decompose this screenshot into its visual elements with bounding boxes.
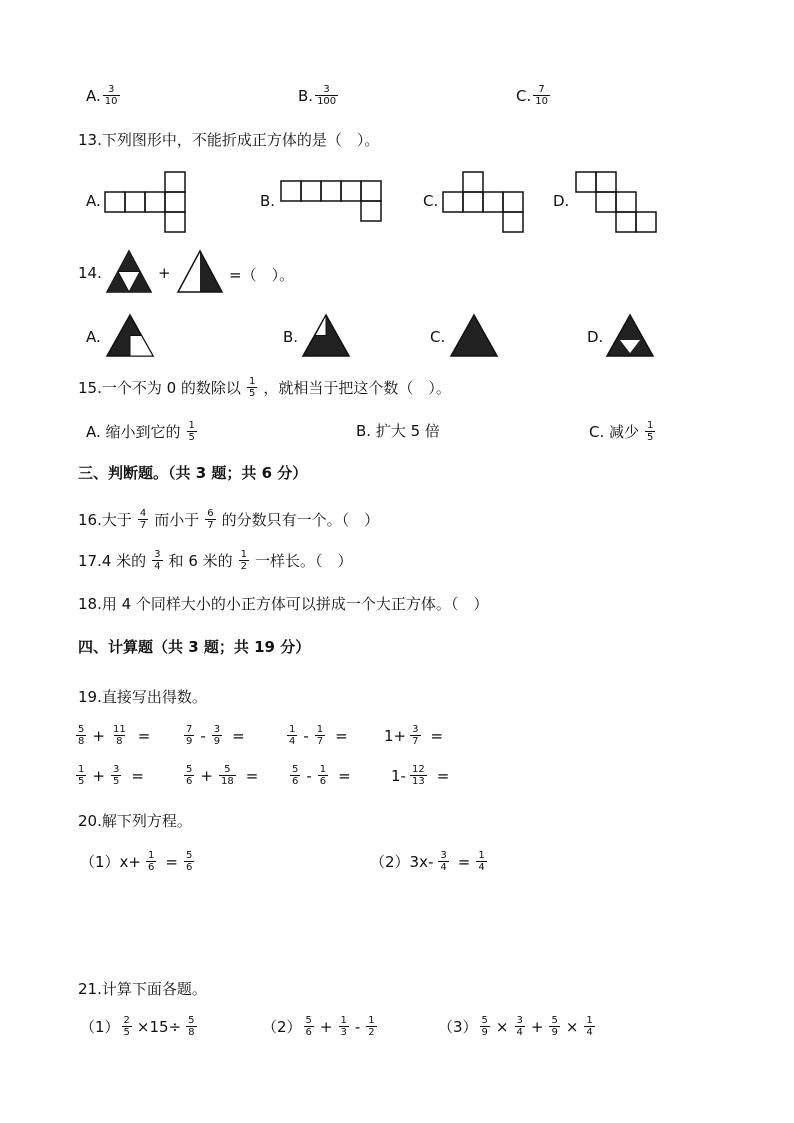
fraction: $\frac{3}{4}$ [154,549,161,572]
fraction: $\frac{3}{9}$ [213,724,221,747]
q15-option-a: A. 缩小到它的 $\frac{1}{5}$ [86,420,195,443]
fraction: $\frac{3}{100}$ [317,84,337,107]
q20-part-2: （2）3x- $\frac{3}{4}$ = $\frac{1}{4}$ [370,850,485,873]
q15-option-c: C. 减少 $\frac{1}{5}$ [589,420,654,443]
fraction: $\frac{6}{7}$ [207,508,214,531]
fraction: $\frac{11}{8}$ [112,724,126,747]
fraction: $\frac{1}{5}$ [248,376,256,399]
plus-sign: + [158,264,171,282]
fraction: $\frac{5}{9}$ [481,1015,488,1038]
cube-net-b-diagram [280,180,382,222]
q19-item: $\frac{7}{9}$ - $\frac{3}{9}$ = [186,724,245,747]
q19-item: $\frac{5}{6}$ + $\frac{5}{18}$ = [186,764,259,787]
q21-part-1: （1） $\frac{2}{5}$ ×15÷ $\frac{5}{8}$ [80,1015,195,1038]
triangle-inner-shaded-diagram [106,249,154,295]
fraction: $\frac{5}{6}$ [185,850,193,873]
fraction: $\frac{2}{5}$ [123,1015,130,1038]
triangle-option-c-diagram [450,313,500,359]
q13-stem: 13.下列图形中，不能折成正方体的是（ ）。 [78,131,380,149]
cube-net-d-diagram [575,171,657,233]
fraction: $\frac{3}{10}$ [104,84,118,107]
q13-option-b-label: B. [260,192,276,210]
q16: 16.大于 $\frac{4}{7}$ 而小于 $\frac{6}{7}$ 的分数只有一个。（ ） [78,508,380,531]
q21-stem: 21.计算下面各题。 [78,980,207,998]
q18: 18.用 4 个同样大小的小正方体可以拼成一个大正方体。（ ） [78,595,489,613]
q12-option-c [516,84,552,107]
fraction: $\frac{1}{6}$ [319,764,327,787]
fraction: $\frac{1}{5}$ [188,420,195,443]
fraction: $\frac{5}{6}$ [305,1015,312,1038]
q12-option-b [298,84,340,107]
cube-net-a-diagram [104,171,188,233]
fraction: $\frac{5}{8}$ [78,724,85,747]
fraction: $\frac{1}{4}$ [478,850,485,873]
triangle-option-d-diagram [606,313,656,359]
q14-option-c-label: C. [430,328,446,346]
q19-item: 1+ $\frac{3}{7}$ = [384,724,444,747]
section-4-heading: 四、计算题（共 3 题；共 19 分） [78,638,311,656]
q19-item: 1- $\frac{12}{13}$ = [391,764,450,787]
fraction: $\frac{1}{5}$ [78,764,85,787]
q15-option-b: B. 扩大 5 倍 [356,422,440,440]
fraction: $\frac{1}{2}$ [240,549,248,572]
q13-option-a-label: A. [86,192,101,210]
triangle-option-b-diagram [302,313,352,359]
q19-item: $\frac{1}{4}$ - $\frac{1}{7}$ = [289,724,348,747]
fraction: $\frac{3}{5}$ [112,764,120,787]
cube-net-c-diagram [442,171,524,233]
fraction: $\frac{12}{13}$ [411,764,425,787]
fraction: $\frac{1}{3}$ [340,1015,347,1038]
q19-item: $\frac{1}{5}$ + $\frac{3}{5}$ = [78,764,144,787]
fraction: $\frac{5}{18}$ [220,764,234,787]
option-label: B. [298,86,314,105]
q14-option-d-label: D. [587,328,604,346]
fraction: $\frac{1}{4}$ [586,1015,593,1038]
fraction: $\frac{1}{4}$ [289,724,296,747]
fraction: $\frac{5}{6}$ [292,764,299,787]
q15-stem: 15.一个不为 0 的数除以 $\frac{1}{5}$ ，就相当于把这个数（ ）。 [78,376,451,399]
q20-part-1: （1）x+ $\frac{1}{6}$ = $\frac{5}{6}$ [80,850,193,873]
option-label: C. [516,86,532,105]
fraction: $\frac{7}{10}$ [535,84,548,107]
fraction: $\frac{1}{5}$ [647,420,654,443]
fraction: $\frac{3}{7}$ [412,724,419,747]
triangle-half-shaded-diagram [177,249,225,295]
q13-option-d-label: D. [553,192,570,210]
q13-option-c-label: C. [423,192,439,210]
q21-part-3: （3） $\frac{5}{9}$ × $\frac{3}{4}$ + $\frac{5}{9}$ × $\frac{1}{4}$ [438,1015,593,1038]
fraction: $\frac{4}{7}$ [139,508,147,531]
fraction: $\frac{5}{9}$ [551,1015,558,1038]
q19-item: $\frac{5}{8}$ + $\frac{11}{8}$ = [78,724,151,747]
triangle-option-a-diagram [106,313,156,359]
q14-option-a-label: A. [86,328,101,346]
fraction: $\frac{3}{4}$ [516,1015,523,1038]
option-label: A. [86,86,101,105]
q20-stem: 20.解下列方程。 [78,812,192,830]
fraction: $\frac{7}{9}$ [186,724,193,747]
q12-option-a [86,84,122,107]
q21-part-2: （2） $\frac{5}{6}$ + $\frac{1}{3}$ - $\frac{1}{2}$ [262,1015,375,1038]
q17: 17.4 米的 $\frac{3}{4}$ 和 6 米的 $\frac{1}{2}$ 一样长。（ ） [78,549,353,572]
fraction: $\frac{3}{4}$ [440,850,447,873]
q19-item: $\frac{5}{6}$ - $\frac{1}{6}$ = [292,764,351,787]
fraction: $\frac{1}{6}$ [148,850,155,873]
q14-number: 14. [78,264,102,282]
q14-option-b-label: B. [283,328,299,346]
q19-stem: 19.直接写出得数。 [78,688,207,706]
fraction: $\frac{5}{8}$ [188,1015,195,1038]
fraction: $\frac{1}{7}$ [316,724,324,747]
fraction: $\frac{1}{2}$ [368,1015,375,1038]
q14-equals-blank: =（ ）。 [229,266,295,284]
section-3-heading: 三、判断题。（共 3 题；共 6 分） [78,464,308,482]
fraction: $\frac{5}{6}$ [186,764,193,787]
